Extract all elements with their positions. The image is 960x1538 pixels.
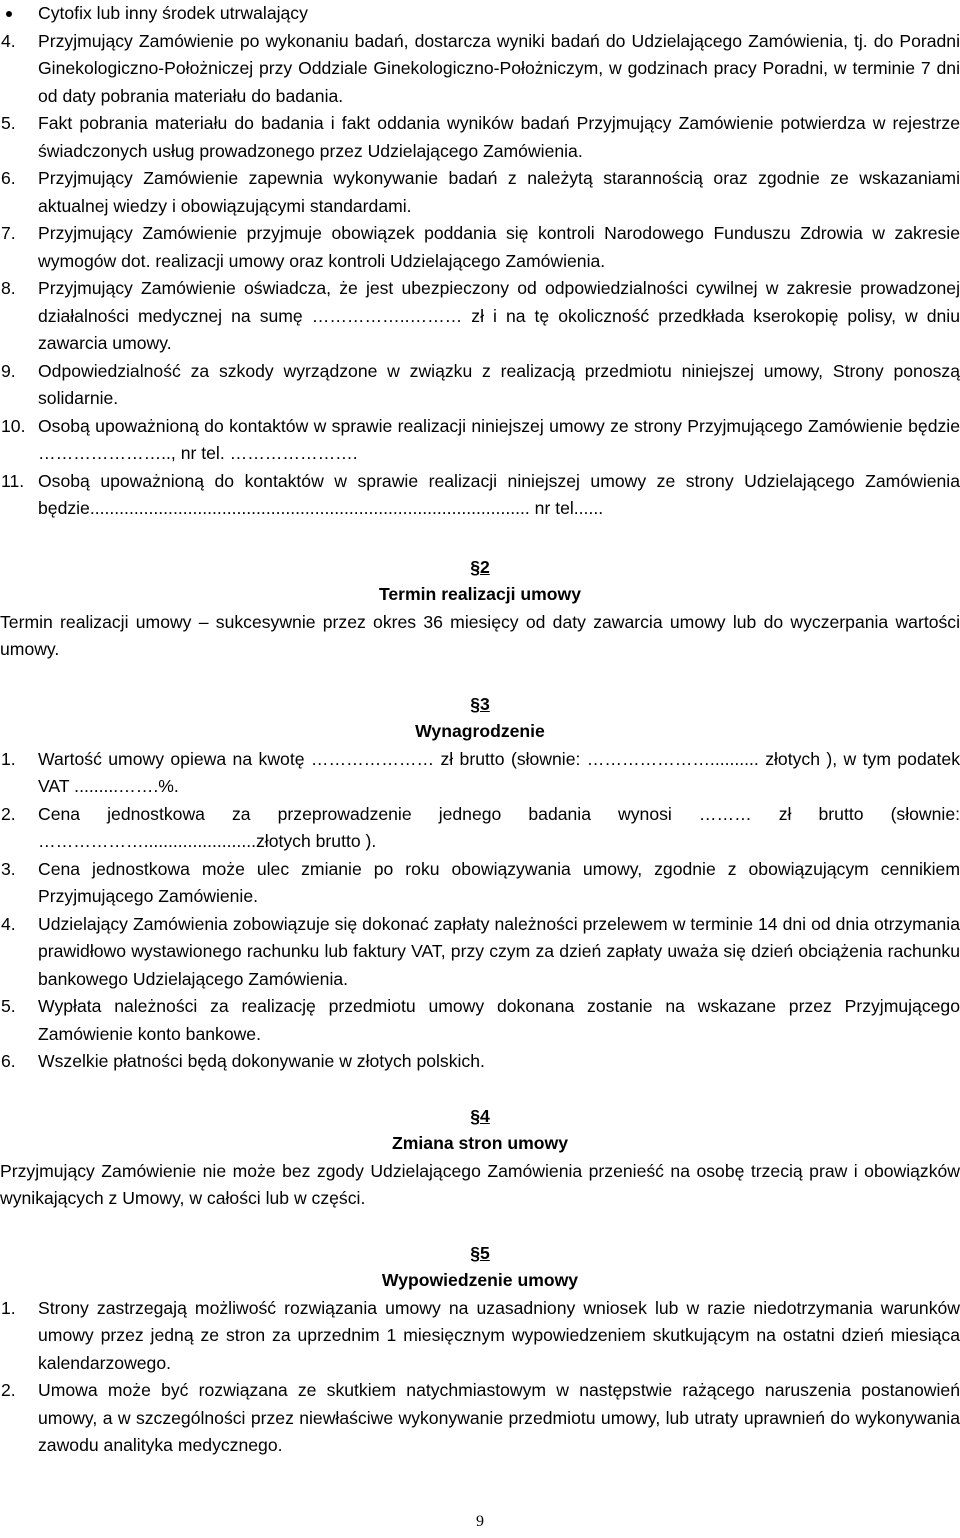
item-text: Wartość umowy opiewa na kwotę ………………… zł brutto (słownie: ………………….......... złotych ), w tym podatek VAT .........…….%. (38, 748, 960, 796)
bullet-dot-icon (6, 11, 12, 17)
section-5-title: Wypowiedzenie umowy (381, 1270, 579, 1290)
list-item (0, 856, 960, 911)
item-text: Osobą upoważnioną do kontaktów w sprawie realizacji niniejszej umowy ze strony Przyjmującego Zamówienie będzie ………………….., nr tel. …………………. (38, 415, 960, 463)
list-items-4-11 (0, 28, 960, 523)
item-number: 3. (1, 858, 16, 879)
item-text: Przyjmujący Zamówienie zapewnia wykonywanie badań z należytą starannością oraz zgodnie ze wskazaniami aktualnej wiedzy i obowiązującymi standardami. (38, 168, 960, 216)
item-text: Udzielający Zamówienia zobowiązuje się dokonać zapłaty należności przelewem w terminie 14 dni od dnia otrzymania prawidłowo wystawionego rachunku lub faktury VAT, przy czym za dzień zapłaty uważa się dzień obciążenia rachunku bankowego Udzielającego Zamówienia. (38, 913, 960, 989)
list-item (0, 413, 960, 468)
section-2 (0, 554, 960, 664)
item-text: Wszelkie płatności będą dokonywanie w złotych polskich. (38, 1051, 485, 1071)
section-4-symbol: §4 (470, 1105, 490, 1126)
list-item (0, 1377, 960, 1460)
item-text: Cena jednostkowa może ulec zmianie po roku obowiązywania umowy, zgodnie z obowiązującym cennikiem Przyjmującego Zamówienie. (38, 858, 960, 906)
list-item (0, 993, 960, 1048)
list-item (0, 746, 960, 801)
list-item (0, 468, 960, 523)
list-item (0, 358, 960, 413)
item-text: Fakt pobrania materiału do badania i fakt oddania wyników badań Przyjmujący Zamówienie potwierdza w rejestrze świadczonych usług prowadzonego przez Udzielającego Zamówienia. (38, 113, 960, 161)
item-number: 6. (1, 1051, 16, 1071)
section-3 (0, 691, 960, 1076)
page-number: 9 (476, 1513, 484, 1530)
item-text: Wypłata należności za realizację przedmiotu umowy dokonana zostanie na wskazane przez Przyjmującego Zamówienie konto bankowe. (38, 996, 960, 1044)
item-number: 9. (1, 360, 16, 381)
item-number: 5. (1, 113, 16, 133)
list-item (0, 220, 960, 275)
section-3-symbol: §3 (470, 693, 490, 714)
item-number: 5. (1, 996, 16, 1016)
section-4-text: Przyjmujący Zamówienie nie może bez zgody Udzielającego Zamówienia przenieść na osobę trzecią praw i obowiązków wynikających z Umowy, w całości lub w części. (0, 1160, 960, 1208)
item-number: 7. (1, 223, 16, 243)
item-number: 4. (1, 30, 16, 51)
section-5 (0, 1240, 960, 1460)
item-number: 11. (1, 470, 25, 491)
section-4-title: Zmiana stron umowy (392, 1133, 568, 1153)
item-number: 2. (1, 1380, 16, 1400)
list-item (0, 275, 960, 358)
item-text: Przyjmujący Zamówienie oświadcza, że jest ubezpieczony od odpowiedzialności cywilnej w zakresie prowadzonej działalności medycznej na sumę ……………..……… zł i na tę okoliczność przedkłada kserokopię polisy, w dniu zawarcia umowy. (38, 278, 960, 353)
item-number: 8. (1, 278, 16, 298)
item-text: Cena jednostkowa za przeprowadzenie jednego badania wynosi ……… zł brutto (słownie: ……………….......................złotych brutto ). (38, 803, 960, 851)
list-item (0, 28, 960, 111)
section-2-text: Termin realizacji umowy – sukcesywnie przez okres 36 miesięcy od daty zawarcia umowy lub do wyczerpania wartości umowy. (0, 611, 960, 659)
item-text: Strony zastrzegają możliwość rozwiązania umowy na uzasadniony wniosek lub w razie niedotrzymania warunków umowy przez jedną ze stron za uprzednim 1 miesięcznym wypowiedzeniem skutkującym na ostatni dzień miesiąca kalendarzowego. (38, 1297, 960, 1373)
item-number: 2. (1, 803, 16, 824)
section-4 (0, 1103, 960, 1213)
section-2-title: Termin realizacji umowy (378, 584, 582, 604)
list-item (0, 911, 960, 994)
list-item (0, 110, 960, 165)
top-bullet-text: Cytofix lub inny środek utrwalający (38, 3, 308, 23)
list-item (0, 165, 960, 220)
item-number: 4. (1, 913, 16, 934)
item-text: Przyjmujący Zamówienie po wykonaniu badań, dostarcza wyniki badań do Udzielającego Zamówienia, tj. do Poradni Ginekologiczno-Położniczej przy Oddziale Ginekologiczno-Położniczym, w godzinach pracy Poradni, w terminie 7 dni od daty pobrania materiału do badania. (38, 30, 960, 106)
item-text: Umowa może być rozwiązana ze skutkiem natychmiastowym w następstwie rażącego naruszenia postanowień umowy, a w szczególności przez niewłaściwe wykonywanie przedmiotu umowy, lub utraty uprawnień do wykonywania zawodu analityka medycznego. (38, 1380, 960, 1455)
list-item (0, 1048, 960, 1076)
item-text: Odpowiedzialność za szkody wyrządzone w związku z realizacją przedmiotu niniejszej umowy, Strony ponoszą solidarnie. (38, 360, 960, 408)
item-number: 10. (1, 415, 26, 436)
item-number: 1. (1, 1297, 16, 1318)
section-3-title: Wynagrodzenie (415, 721, 545, 741)
item-number: 6. (1, 168, 16, 188)
list-item (0, 1295, 960, 1378)
item-text: Osobą upoważnioną do kontaktów w sprawie realizacji niniejszej umowy ze strony Udzielającego Zamówienia będzie.......................................................................................... nr tel...... (38, 470, 960, 518)
top-bullet-item (0, 0, 960, 28)
item-text: Przyjmujący Zamówienie przyjmuje obowiązek poddania się kontroli Narodowego Funduszu Zdrowia w zakresie wymogów dot. realizacji umowy oraz kontroli Udzielającego Zamówienia. (38, 223, 960, 271)
list-item (0, 801, 960, 856)
section-5-symbol: §5 (470, 1242, 490, 1263)
section-2-symbol: §2 (470, 556, 490, 577)
item-number: 1. (1, 748, 16, 769)
